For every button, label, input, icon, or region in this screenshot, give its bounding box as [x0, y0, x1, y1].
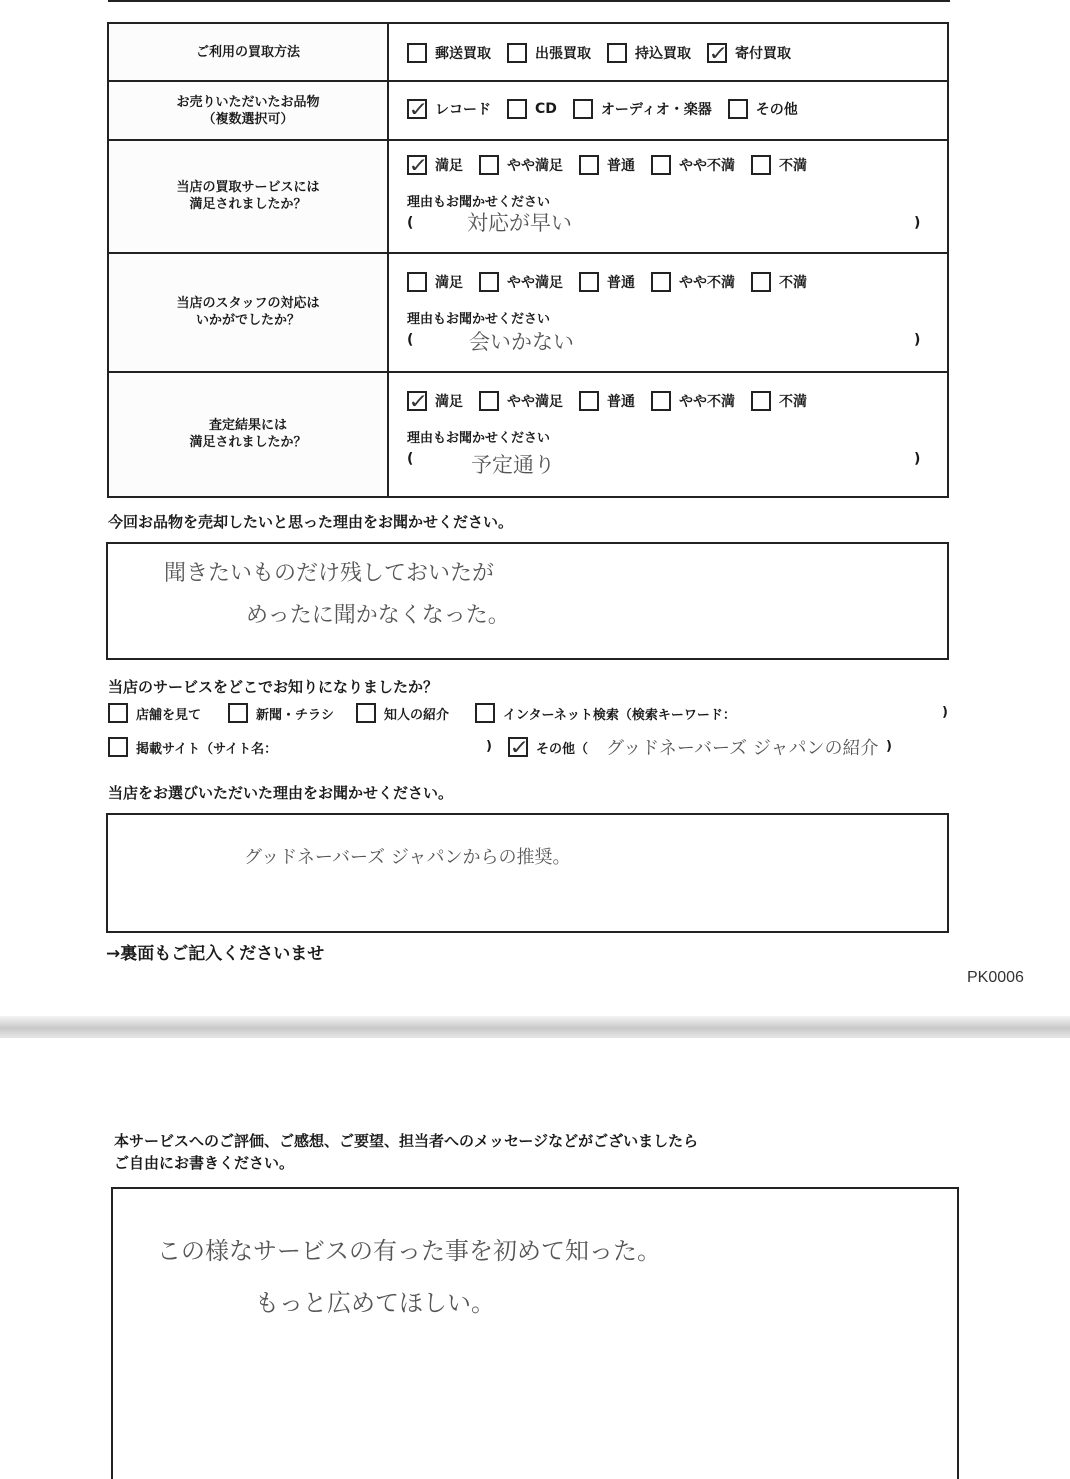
top-rule — [108, 0, 950, 2]
checkbox[interactable] — [751, 272, 771, 292]
checkbox-checked[interactable] — [508, 737, 528, 757]
question-service: 当店の買取サービスには 満足されましたか？ — [108, 140, 388, 253]
question-staff: 当店のスタッフの対応は いかがでしたか？ — [108, 253, 388, 372]
source-referral[interactable]: 知人の紹介 — [356, 703, 449, 723]
back-side-note: →裏面もご記入くださいませ — [106, 944, 325, 964]
checkbox[interactable] — [407, 43, 427, 63]
checkbox[interactable] — [579, 272, 599, 292]
reason-label: 理由もお聞かせください — [407, 311, 551, 327]
rating-somewhat-satisfied[interactable]: やや満足 — [479, 272, 563, 292]
checkbox[interactable] — [651, 155, 671, 175]
answer-appraisal — [388, 372, 948, 497]
service-reason[interactable]: 対応が早い — [467, 210, 572, 235]
checkbox-checked[interactable] — [407, 152, 429, 177]
source-internet[interactable]: インターネット検索（検索キーワード： — [475, 703, 736, 723]
paren-open: ( — [407, 214, 414, 231]
source-title: 当店のサービスをどこでお知りになりましたか？ — [108, 678, 439, 696]
option-bring-in[interactable]: 持込買取 — [607, 43, 691, 63]
rating-dissatisfied[interactable]: 不満 — [751, 155, 807, 175]
checkbox[interactable] — [108, 737, 128, 757]
rating-satisfied[interactable]: ✓ 満足 — [408, 388, 463, 413]
sell-reason-box[interactable] — [106, 542, 949, 660]
paren-close: ) — [914, 331, 921, 348]
checkbox[interactable] — [479, 155, 499, 175]
rating-dissatisfied[interactable]: 不満 — [751, 272, 807, 292]
rating-neutral[interactable]: 普通 — [579, 272, 635, 292]
feedback-line2: もっと広めてほしい。 — [255, 1289, 495, 1317]
option-record[interactable]: ✓ レコード — [408, 97, 491, 122]
checkbox[interactable] — [356, 703, 376, 723]
check-mark-icon: ✓ — [408, 97, 429, 122]
question-appraisal: 査定結果には 満足されましたか？ — [108, 372, 388, 497]
checkbox[interactable] — [579, 155, 599, 175]
checkbox[interactable] — [573, 99, 593, 119]
staff-reason[interactable]: 会いかない — [469, 329, 574, 354]
checkbox[interactable] — [651, 391, 671, 411]
question-items: お売りいただいたお品物 （複数選択可） — [108, 81, 388, 139]
option-visit[interactable]: 出張買取 — [507, 43, 591, 63]
sell-reason-title: 今回お品物を売却したいと思った理由をお聞かせください。 — [108, 513, 514, 531]
source-listing-site[interactable]: 掲載サイト（サイト名： — [108, 737, 277, 757]
site-close-paren: ) — [486, 739, 492, 754]
checkbox[interactable] — [579, 391, 599, 411]
appraisal-reason[interactable]: 予定通り — [471, 452, 555, 477]
answer-items — [388, 81, 948, 139]
choice-reason-title: 当店をお選びいただいた理由をお聞かせください。 — [108, 784, 454, 802]
checkbox[interactable] — [479, 272, 499, 292]
feedback-line1: この様なサービスの有った事を初めて知った。 — [157, 1237, 661, 1265]
rating-somewhat-dissatisfied[interactable]: やや不満 — [651, 155, 735, 175]
checkbox[interactable] — [607, 43, 627, 63]
checkbox[interactable] — [507, 99, 527, 119]
rating-somewhat-dissatisfied[interactable]: やや不満 — [651, 272, 735, 292]
sell-reason-line2: めったに聞かなくなった。 — [246, 603, 510, 628]
source-newspaper[interactable]: 新聞・チラシ — [228, 703, 334, 723]
option-donation[interactable]: ✓ 寄付買取 — [708, 41, 791, 65]
rating-satisfied[interactable]: 満足 — [407, 272, 463, 292]
answer-staff — [388, 253, 948, 372]
check-mark-icon: ✓ — [408, 388, 429, 413]
reason-label: 理由もお聞かせください — [407, 430, 551, 446]
check-mark-icon: ✓ — [408, 152, 429, 177]
answer-purchase-method — [388, 23, 948, 81]
option-cd[interactable]: CD — [507, 99, 557, 119]
checkbox-checked[interactable] — [407, 388, 429, 413]
checkbox[interactable] — [751, 391, 771, 411]
reason-label: 理由もお聞かせください — [407, 194, 551, 210]
rating-neutral[interactable]: 普通 — [579, 391, 635, 411]
checkbox-checked[interactable] — [407, 97, 429, 122]
source-other-text[interactable]: グッドネーバーズ ジャパンの紹介 — [606, 738, 879, 759]
source-store[interactable]: 店舗を見て — [108, 703, 201, 723]
check-mark-icon: ✓ — [708, 41, 729, 65]
rating-somewhat-satisfied[interactable]: やや満足 — [479, 155, 563, 175]
choice-reason-text: グッドネーバーズ ジャパンからの推奨。 — [244, 847, 571, 868]
sell-reason-line1: 聞きたいものだけ残しておいたが — [164, 561, 495, 586]
checkbox[interactable] — [479, 391, 499, 411]
page-divider — [0, 1016, 1070, 1038]
paren-open: ( — [407, 331, 414, 348]
rating-dissatisfied[interactable]: 不満 — [751, 391, 807, 411]
rating-somewhat-satisfied[interactable]: やや満足 — [479, 391, 563, 411]
paren-close: ) — [914, 214, 921, 231]
answer-service — [388, 140, 948, 253]
paren-open: ( — [407, 450, 414, 467]
checkbox[interactable] — [407, 272, 427, 292]
checkbox[interactable] — [228, 703, 248, 723]
page-code: PK0006 — [967, 969, 1024, 986]
option-other-item[interactable]: その他 — [728, 99, 798, 119]
feedback-box[interactable] — [111, 1187, 959, 1479]
checkbox[interactable] — [475, 703, 495, 723]
internet-close-paren: ) — [942, 705, 948, 720]
checkbox[interactable] — [751, 155, 771, 175]
rating-neutral[interactable]: 普通 — [579, 155, 635, 175]
paren-close: ) — [914, 450, 921, 467]
source-other[interactable]: ✓ その他（ — [509, 735, 589, 759]
check-mark-icon: ✓ — [509, 735, 530, 759]
other-close-paren: ) — [886, 739, 892, 754]
checkbox[interactable] — [108, 703, 128, 723]
option-audio[interactable]: オーディオ・楽器 — [573, 99, 712, 119]
checkbox-checked[interactable] — [707, 43, 727, 63]
rating-somewhat-dissatisfied[interactable]: やや不満 — [651, 391, 735, 411]
feedback-title: 本サービスへのご評価、ご感想、ご要望、担当者へのメッセージなどがございましたら ご自由にお書きください。 — [114, 1132, 699, 1172]
question-purchase-method: ご利用の買取方法 — [108, 23, 388, 81]
option-mail[interactable]: 郵送買取 — [407, 43, 491, 63]
choice-reason-box[interactable] — [106, 813, 949, 933]
checkbox[interactable] — [651, 272, 671, 292]
rating-satisfied[interactable]: ✓ 満足 — [408, 152, 463, 177]
checkbox[interactable] — [728, 99, 748, 119]
survey-table — [107, 22, 949, 498]
checkbox[interactable] — [507, 43, 527, 63]
